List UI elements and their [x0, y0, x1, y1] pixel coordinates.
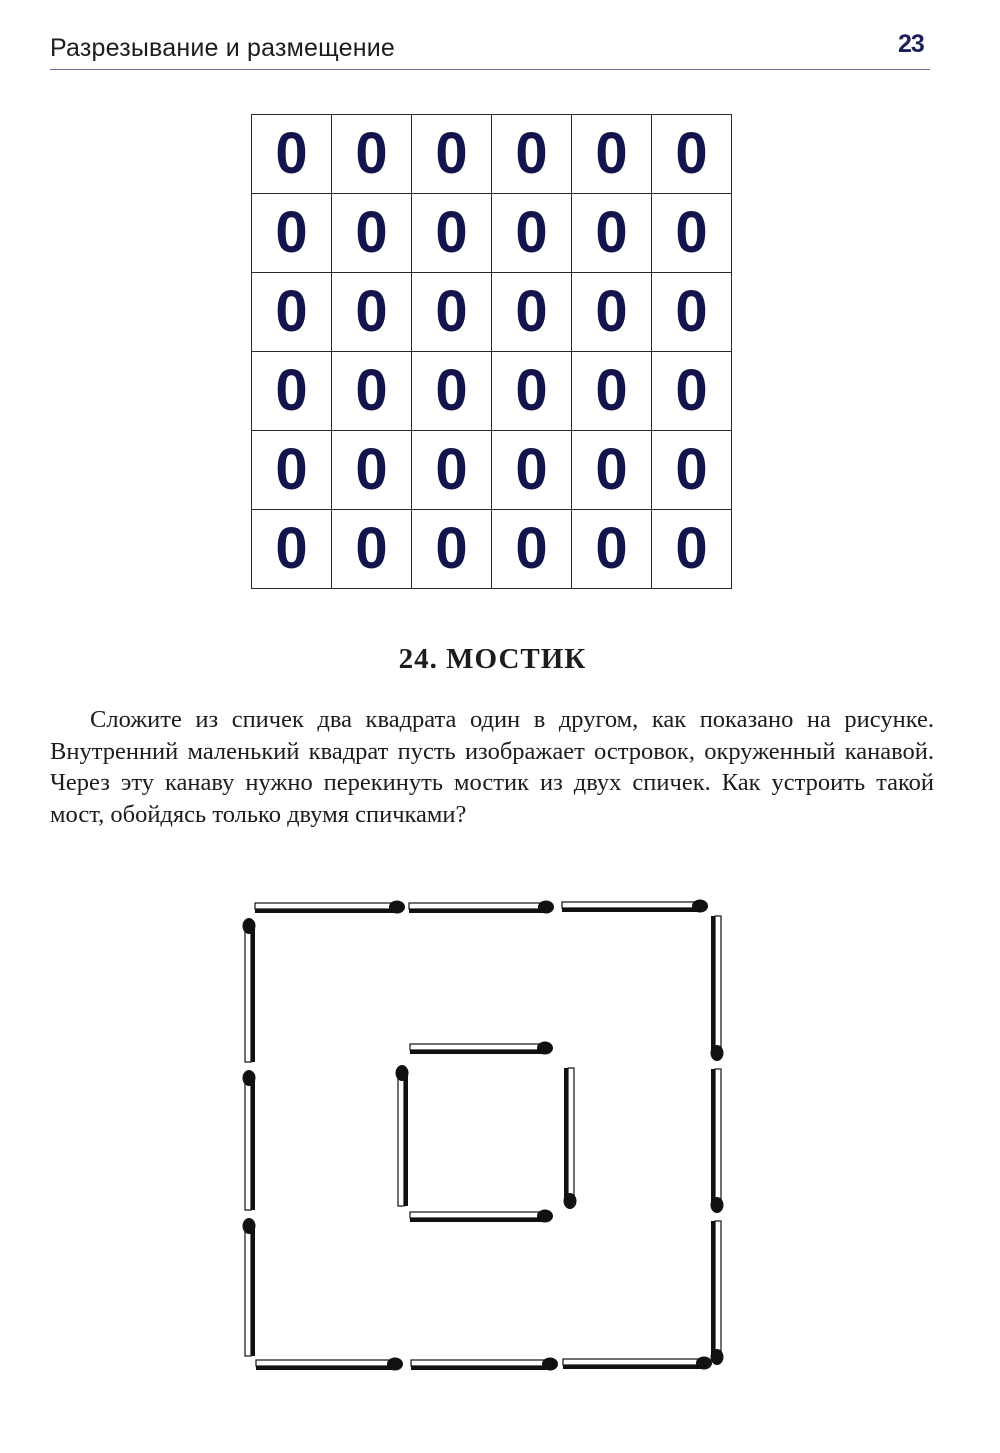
match-inner-top [410, 1042, 553, 1055]
match-outer-left [243, 1218, 256, 1356]
match-inner-left [396, 1065, 409, 1206]
grid-cell: 0 [412, 352, 492, 431]
grid-cell: 0 [652, 431, 732, 510]
grid-cell: 0 [652, 510, 732, 589]
page-number: 23 [898, 30, 924, 58]
grid-cell: 0 [492, 273, 572, 352]
grid-cell: 0 [252, 352, 332, 431]
match-outer-left [243, 918, 256, 1062]
problem-title: 24. МОСТИК [398, 643, 587, 675]
match-outer-right [711, 1069, 724, 1213]
match-outer-bottom [411, 1358, 558, 1371]
grid-cell: 0 [572, 273, 652, 352]
grid-cell: 0 [572, 194, 652, 273]
grid-cell: 0 [332, 352, 412, 431]
grid-cell: 0 [332, 431, 412, 510]
match-outer-right [711, 1221, 724, 1365]
grid-cell: 0 [252, 115, 332, 194]
grid-cell: 0 [332, 115, 412, 194]
match-outer-top [409, 901, 554, 914]
grid-cell: 0 [252, 194, 332, 273]
grid-cell: 0 [492, 115, 572, 194]
grid-cell: 0 [652, 273, 732, 352]
grid-cell: 0 [572, 115, 652, 194]
match-outer-top [255, 901, 405, 914]
match-outer-bottom [256, 1358, 403, 1371]
match-outer-bottom [563, 1357, 712, 1370]
problem-text: Сложите из спичек два квадрата один в другом, как показано на рисунке. Внутренний маленький квадрат пусть изображает островок, окруженный канавой. Через эту канаву нужно перекинуть мостик из двух спичек. Как устроить такой мост, обойдясь только двумя спичками? [50, 706, 934, 828]
grid-cell: 0 [252, 431, 332, 510]
grid-cell: 0 [492, 194, 572, 273]
match-outer-top [562, 900, 708, 913]
grid-cell: 0 [492, 352, 572, 431]
grid-cell: 0 [412, 273, 492, 352]
grid-cell: 0 [652, 194, 732, 273]
grid-cell: 0 [252, 273, 332, 352]
match-outer-left [243, 1070, 256, 1210]
grid-cell: 0 [572, 510, 652, 589]
grid-cell: 0 [252, 510, 332, 589]
grid-cell: 0 [652, 352, 732, 431]
grid-cell: 0 [412, 115, 492, 194]
grid-cell: 0 [332, 510, 412, 589]
match-inner-right [564, 1068, 577, 1209]
match-inner-bottom [410, 1210, 553, 1223]
grid-cell: 0 [572, 352, 652, 431]
grid-cell: 0 [332, 273, 412, 352]
grid-cell: 0 [412, 510, 492, 589]
grid-cell: 0 [492, 431, 572, 510]
match-outer-right [711, 916, 724, 1061]
running-header-title: Разрезывание и размещение [50, 34, 396, 62]
grid-cell: 0 [412, 431, 492, 510]
grid-cell: 0 [652, 115, 732, 194]
grid-cell: 0 [572, 431, 652, 510]
grid-cell: 0 [332, 194, 412, 273]
grid-cell: 0 [412, 194, 492, 273]
grid-cell: 0 [492, 510, 572, 589]
